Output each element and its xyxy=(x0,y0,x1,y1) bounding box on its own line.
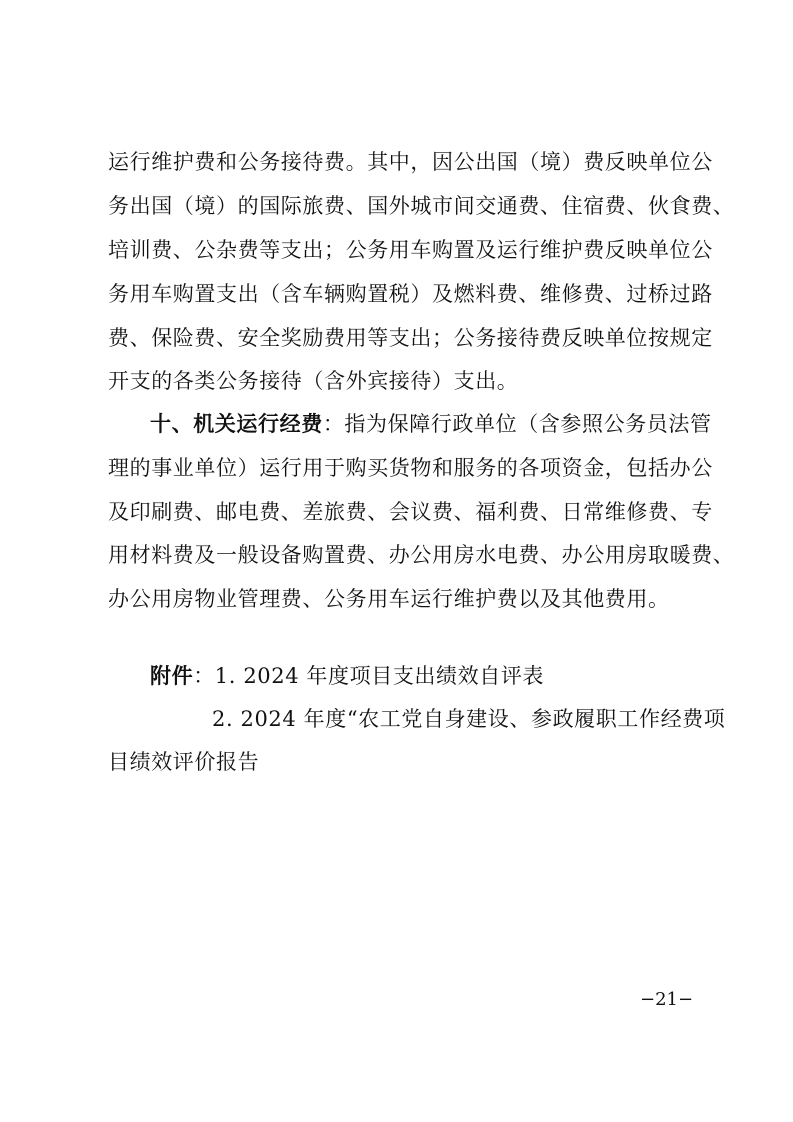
section-heading-line xyxy=(150,408,712,440)
attachment-item-2: 2. 2024 年度“农工党自身建设、参政履职工作经费项 xyxy=(212,707,726,731)
page-number: −21− xyxy=(640,989,694,1010)
section-heading: 十、机关运行经费 xyxy=(150,411,323,436)
paragraph-line: 开支的各类公务接待（含外宾接待）支出。 xyxy=(108,369,519,393)
attachment-label: 附件 xyxy=(150,663,194,688)
paragraph-line: 培训费、公杂费等支出；公务用车购置及运行维护费反映单位公 xyxy=(108,238,713,262)
paragraph-line: 理的事业单位）运行用于购买货物和服务的各项资金，包括办公 xyxy=(108,456,713,480)
attachment-item-2-continued: 目绩效评价报告 xyxy=(108,750,260,774)
attachment-item-1: ：1. 2024 年度项目支出绩效自评表 xyxy=(193,664,545,688)
paragraph-line: 用材料费及一般设备购置费、办公用房水电费、办公用房取暖费、 xyxy=(108,543,735,567)
section-definition-start: ：指为保障行政单位（含参照公务员法管 xyxy=(322,412,712,436)
attachment-line-1 xyxy=(150,660,544,692)
paragraph-line: 及印刷费、邮电费、差旅费、会议费、福利费、日常维修费、专 xyxy=(108,500,713,524)
paragraph-line: 运行维护费和公务接待费。其中，因公出国（境）费反映单位公 xyxy=(108,150,713,174)
paragraph-line: 办公用房物业管理费、公务用车运行维护费以及其他费用。 xyxy=(108,587,670,611)
paragraph-line: 务用车购置支出（含车辆购置税）及燃料费、维修费、过桥过路 xyxy=(108,282,713,306)
paragraph-line: 务出国（境）的国际旅费、国外城市间交通费、住宿费、伙食费、 xyxy=(108,194,735,218)
paragraph-line: 费、保险费、安全奖励费用等支出；公务接待费反映单位按规定 xyxy=(108,326,713,350)
